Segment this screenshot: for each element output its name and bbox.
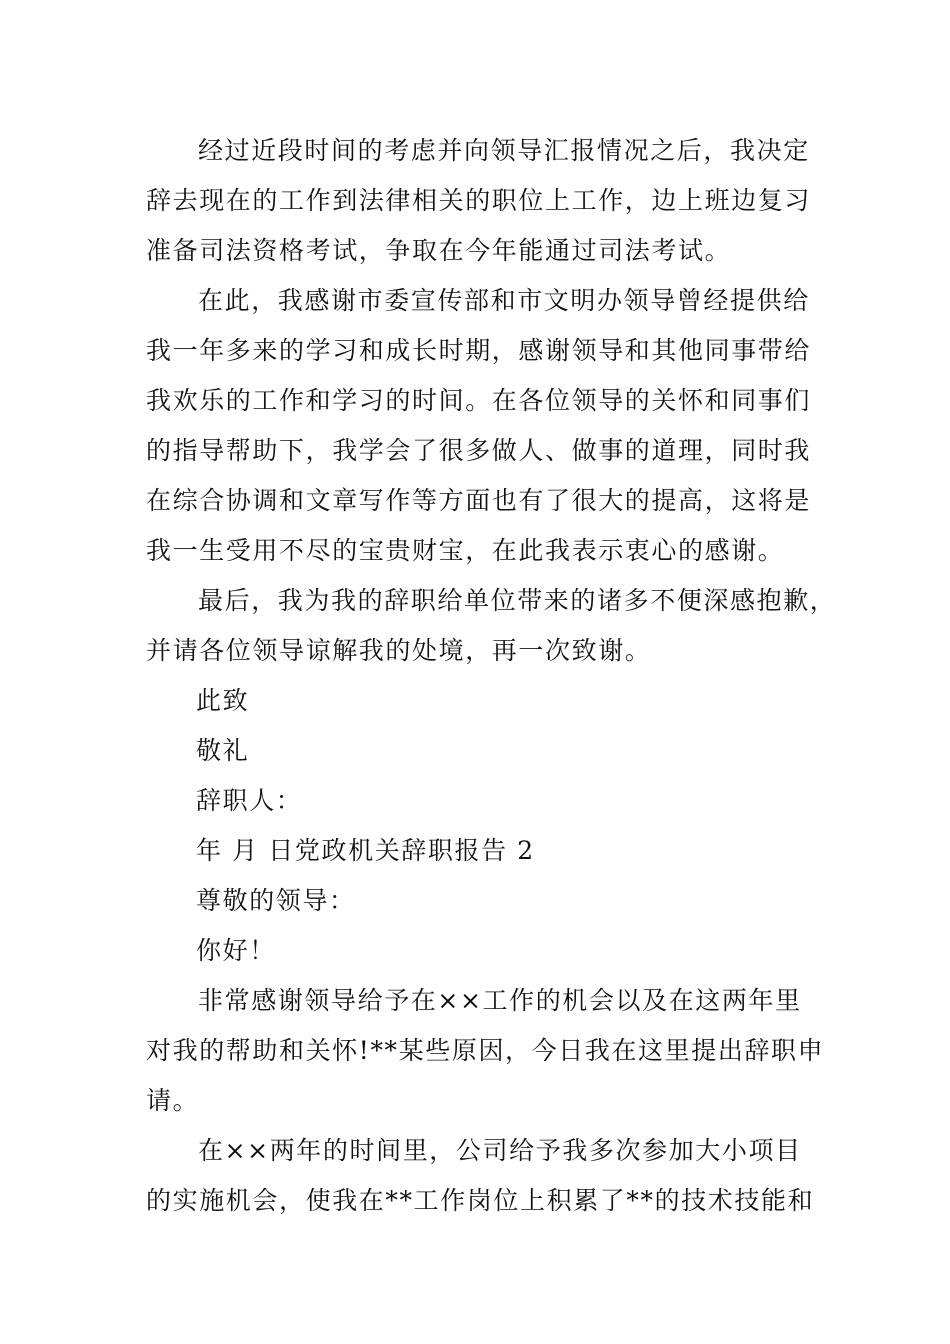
- greeting-addressee: 尊敬的领导：: [196, 886, 356, 915]
- paragraph-line: 的实施机会，使我在**工作岗位上积累了**的技术技能和: [146, 1186, 815, 1215]
- date-and-heading: 年 月 日党政机关辞职报告 2: [196, 836, 535, 865]
- paragraph-line: 非常感谢领导给予在××工作的机会以及在这两年里: [198, 986, 802, 1015]
- greeting: 你好！: [196, 936, 276, 965]
- document-body: [146, 126, 837, 1226]
- closing-salutation: 此致: [196, 686, 250, 715]
- closing-regards: 敬礼: [196, 736, 250, 765]
- paragraph-line: 在此，我感谢市委宣传部和市文明办领导曾经提供给: [198, 286, 810, 315]
- paragraph-line: 准备司法资格考试，争取在今年能通过司法考试。: [146, 236, 732, 265]
- paragraph-line: 最后，我为我的辞职给单位带来的诸多不便深感抱歉，: [198, 586, 837, 615]
- paragraph-line: 我一生受用不尽的宝贵财宝，在此我表示衷心的感谢。: [146, 536, 785, 565]
- paragraph-line: 在××两年的时间里，公司给予我多次参加大小项目: [198, 1136, 802, 1165]
- paragraph-line: 经过近段时间的考虑并向领导汇报情况之后，我决定: [198, 136, 810, 165]
- paragraph-line: 的指导帮助下，我学会了很多做人、做事的道理，同时我: [146, 436, 812, 465]
- paragraph-line: 我一年多来的学习和成长时期，感谢领导和其他同事带给: [146, 336, 812, 365]
- paragraph-line: 请。: [146, 1086, 200, 1115]
- signature-label: 辞职人：: [196, 786, 303, 815]
- paragraph-line: 辞去现在的工作到法律相关的职位上工作，边上班边复习: [146, 186, 812, 215]
- paragraph-line: 我欢乐的工作和学习的时间。在各位领导的关怀和同事们: [146, 386, 812, 415]
- paragraph-line: 并请各位领导谅解我的处境，再一次致谢。: [146, 636, 652, 665]
- paragraph-line: 在综合协调和文章写作等方面也有了很大的提高，这将是: [146, 486, 812, 515]
- paragraph-line: 对我的帮助和关怀!**某些原因，今日我在这里提出辞职申: [146, 1036, 825, 1065]
